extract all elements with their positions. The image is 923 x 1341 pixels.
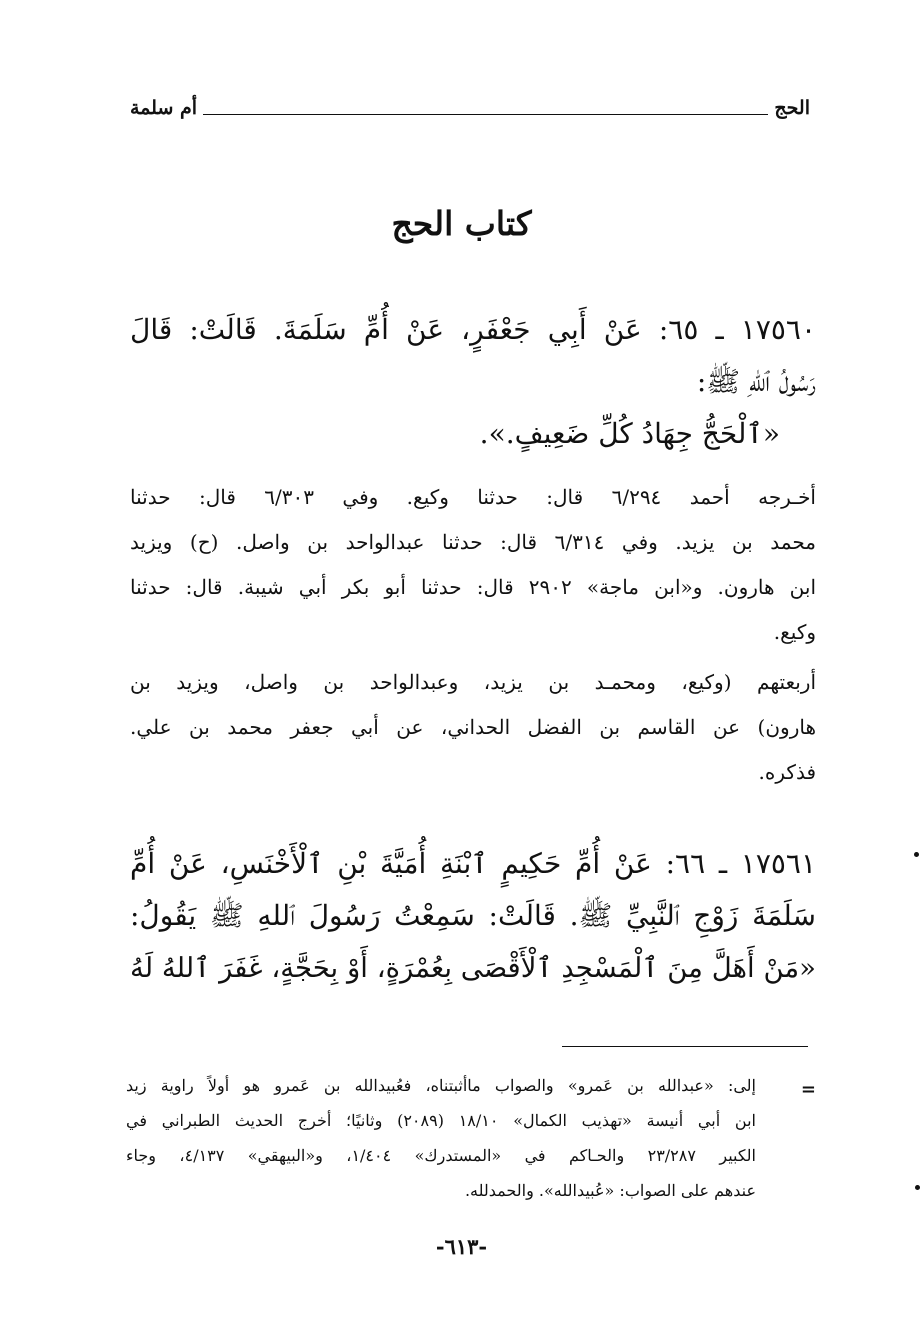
footnote-line: الكبير ٢٣/٢٨٧ والحـاكم في «المستدرك» ١/٤٠٤، و«البيهقي» ٤/١٣٧، وجاء [126, 1146, 757, 1165]
hadith-line: ١٧٥٦١ ـ ٦٦: عَنْ أُمِّ حَكِيمٍ ٱبْنَةِ أُمَيَّةَ بْنِ ٱلْأَخْنَسِ، عَنْ أُمِّ [130, 847, 816, 880]
footnote-continuation-marker: = [800, 1079, 816, 1100]
scan-edge-mark [915, 1185, 920, 1190]
footnote [126, 1068, 816, 1208]
hadith-line: رَسُولُ ٱللهِ ﷺ: [696, 365, 816, 398]
footnote-line: ابن أبي أنيسة «تهذيب الكمال» ١٨/١٠ (٢٠٨٩) وثانيًا؛ أخرج الحديث الطبراني في [126, 1111, 756, 1130]
running-header-rule [203, 114, 768, 115]
isnad-line: أربعتهم (وكيع، ومحمـد بن يزيد، وعبدالواحد بن واصل، ويزيد بن [130, 670, 817, 694]
takhrij-line: محمد بن يزيد. وفي ٦/٣١٤ قال: حدثنا عبدالواحد بن واصل. (ح) ويزيد [130, 530, 816, 554]
hadith-17561 [130, 838, 816, 994]
chapter-title: كتاب الحج [391, 204, 532, 243]
page-number: -٦١٣- [435, 1234, 488, 1259]
running-header-chapter: الحج [774, 97, 810, 119]
isnad-summary-17560 [130, 660, 816, 795]
footnote-line: إلى: «عبدالله بن عَمرو» والصواب ماأثبتناه، فعُبيدالله بن عَمرو هو أولاً راوية زيد [126, 1076, 756, 1095]
isnad-line: هارون) عن القاسم بن الفضل الحداني، عن أبي جعفر محمد بن علي. [130, 715, 816, 739]
footnote-body [126, 1068, 756, 1208]
takhrij-line: ابن هارون. و«ابن ماجة» ٢٩٠٢ قال: حدثنا أبو بكر أبي شيبة. قال: حدثنا [130, 575, 816, 599]
hadith-line: «مَنْ أَهَلَّ مِنَ ٱلْمَسْجِدِ ٱلْأَقْصَى بِعُمْرَةٍ، أَوْ بِحَجَّةٍ، غَفَرَ ٱللهُ لَهُ [130, 952, 816, 984]
hadith-text-quote: «ٱلْحَجُّ جِهَادُ كُلِّ ضَعِيفٍ.». [479, 417, 780, 450]
hadith-line: ١٧٥٦٠ ـ ٦٥: عَنْ أَبِي جَعْفَرٍ، عَنْ أُمِّ سَلَمَةَ. قَالَتْ: قَالَ [130, 313, 816, 346]
hadith-line: سَلَمَةَ زَوْجِ ٱلنَّبِيِّ ﷺ. قَالَتْ: سَمِعْتُ رَسُولَ ٱللهِ ﷺ يَقُولُ: [130, 899, 816, 932]
scan-edge-mark [914, 852, 919, 857]
takhrij-line: أخـرجه أحمد ٦/٢٩٤ قال: حدثنا وكيع. وفي ٦/٣٠٣ قال: حدثنا [130, 485, 816, 509]
footnote-line: عندهم على الصواب: «عُبيدالله». والحمدلله. [464, 1181, 756, 1200]
takhrij-17560 [130, 475, 816, 655]
running-header [130, 88, 810, 120]
running-header-narrator: أم سلمة [130, 97, 198, 119]
hadith-17560 [130, 304, 816, 460]
footnote-separator [562, 1046, 808, 1047]
takhrij-line: وكيع. [773, 620, 816, 644]
isnad-line: فذكره. [758, 760, 816, 784]
